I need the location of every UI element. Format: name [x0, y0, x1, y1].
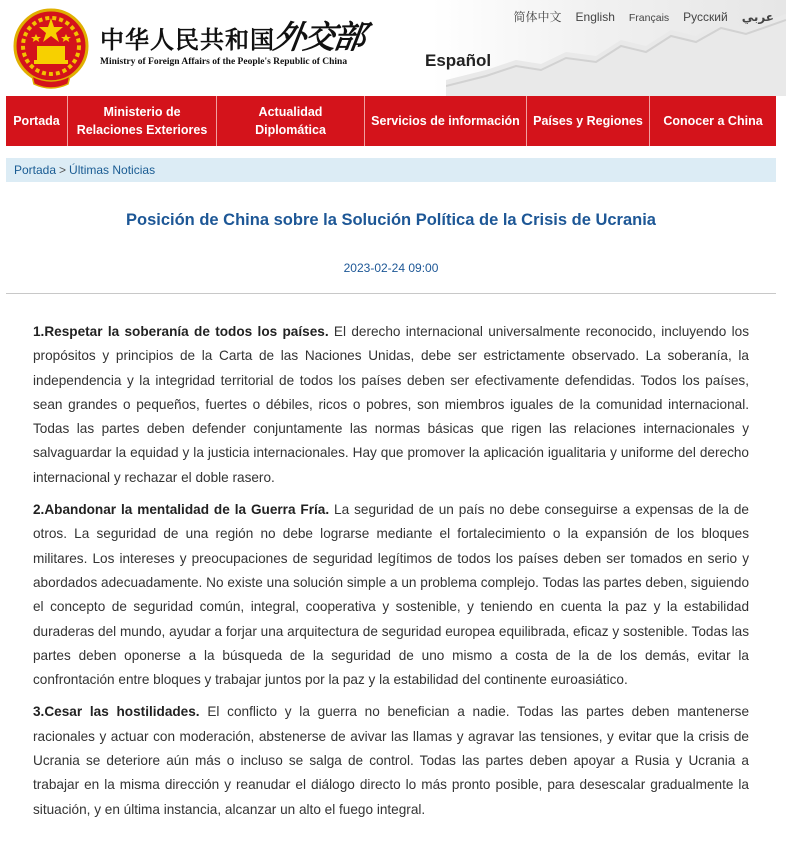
lang-link-arabic[interactable]: عربي	[741, 10, 774, 24]
lang-link-english[interactable]: English	[575, 10, 615, 24]
nav-item-ministerio[interactable]: Ministerio de Relaciones Exteriores	[68, 96, 217, 146]
main-nav	[6, 96, 776, 146]
article-paragraph	[33, 320, 749, 490]
site-header	[0, 0, 786, 96]
article-title: Posición de China sobre la Solución Política de la Crisis de Ucrania	[126, 211, 656, 229]
nav-item-actualidad[interactable]: Actualidad Diplomática	[217, 96, 365, 146]
paragraph-heading: 3.Cesar las hostilidades.	[33, 704, 200, 720]
paragraph-text: La seguridad de un país no debe conseguirse a expensas de la de otros. La seguridad de una región no debe lograrse mediante el fortalecimiento o la expansión de los bloques militares. Los intereses y preocupaciones de seguridad legítimos de todos los países deben ser tomados en serio y abordados adecuadamente. No existe una solución simple a un problema complejo. Todas las partes deben, siguiendo el concepto de seguridad común, integral, cooperativa y sostenible, y teniendo en cuenta la paz y la estabilidad duraderas del mundo, ayudar a forjar una arquitectura de seguridad europea equilibrada, eficaz y sostenible. Todas las partes deben oponerse a la búsqueda de la seguridad de uno mismo a costa de la de los demás, evitar la confrontación entre bloques y trabajar juntos por la paz y la estabilidad del continente euroasiático.	[33, 502, 749, 688]
divider	[6, 293, 776, 294]
ministry-name-en: Ministry of Foreign Affairs of the People's Republic of China	[100, 57, 348, 67]
national-emblem-icon[interactable]	[12, 6, 90, 90]
language-switcher	[514, 8, 774, 25]
nav-item-servicios[interactable]: Servicios de información	[365, 96, 527, 146]
nav-item-paises[interactable]: Países y Regiones	[527, 96, 650, 146]
ministry-name-cn: 中华人民共和国	[100, 26, 275, 54]
article-date: 2023-02-24 09:00	[343, 261, 439, 275]
article-body	[33, 320, 749, 830]
breadcrumb-separator: >	[59, 163, 67, 177]
paragraph-text: El derecho internacional universalmente reconocido, incluyendo los propósitos y principios de la Carta de las Naciones Unidas, debe ser estrictamente observado. La soberanía, la independencia y la integridad territorial de todos los países deben ser efectivamente defendidas. Todos los países, sean grandes o pequeños, fuertes o débiles, ricos o pobres, son miembros iguales de la comunidad internacional. Todas las partes deben defender conjuntamente las normas básicas que rigen las relaciones internacionales y salvaguardar la equidad y la justicia internacionales. Hay que promover la aplicación igualitaria y uniforme del derecho internacional y rechazar el doble rasero.	[33, 324, 749, 485]
article-paragraph	[33, 498, 749, 692]
paragraph-heading: 1.Respetar la soberanía de todos los países.	[33, 324, 329, 339]
current-language-label: Español	[425, 51, 492, 70]
breadcrumb-home-link[interactable]: Portada	[14, 163, 57, 177]
breadcrumb	[6, 158, 776, 182]
nav-item-conocer[interactable]: Conocer a China	[663, 114, 763, 128]
lang-link-french[interactable]: Français	[628, 12, 670, 24]
paragraph-text: El conflicto y la guerra no benefician a nadie. Todas las partes deben mantenerse racionales y actuar con moderación, abstenerse de avivar las llamas y agravar las tensiones, y evitar que la crisis de Ucrania se deteriore aún más o incluso se salga de control. Todas las partes deben apoyar a Rusia y Ucrania a trabajar en la misma dirección y reanudar el diálogo directo lo más pronto posible, para desescalar gradualmente la situación, y en última instancia, alcanzar un alto el fuego integral.	[33, 704, 750, 817]
ministry-calligraphy-logo: 外交部	[271, 18, 367, 56]
nav-item-portada[interactable]: Portada	[6, 96, 68, 146]
breadcrumb-current-link[interactable]: Últimas Noticias	[69, 163, 156, 177]
lang-link-russian[interactable]: Русский	[683, 10, 728, 24]
paragraph-heading: 2.Abandonar la mentalidad de la Guerra Fría.	[33, 502, 330, 518]
lang-link-chinese[interactable]: 简体中文	[513, 10, 562, 24]
article-paragraph	[33, 700, 749, 821]
